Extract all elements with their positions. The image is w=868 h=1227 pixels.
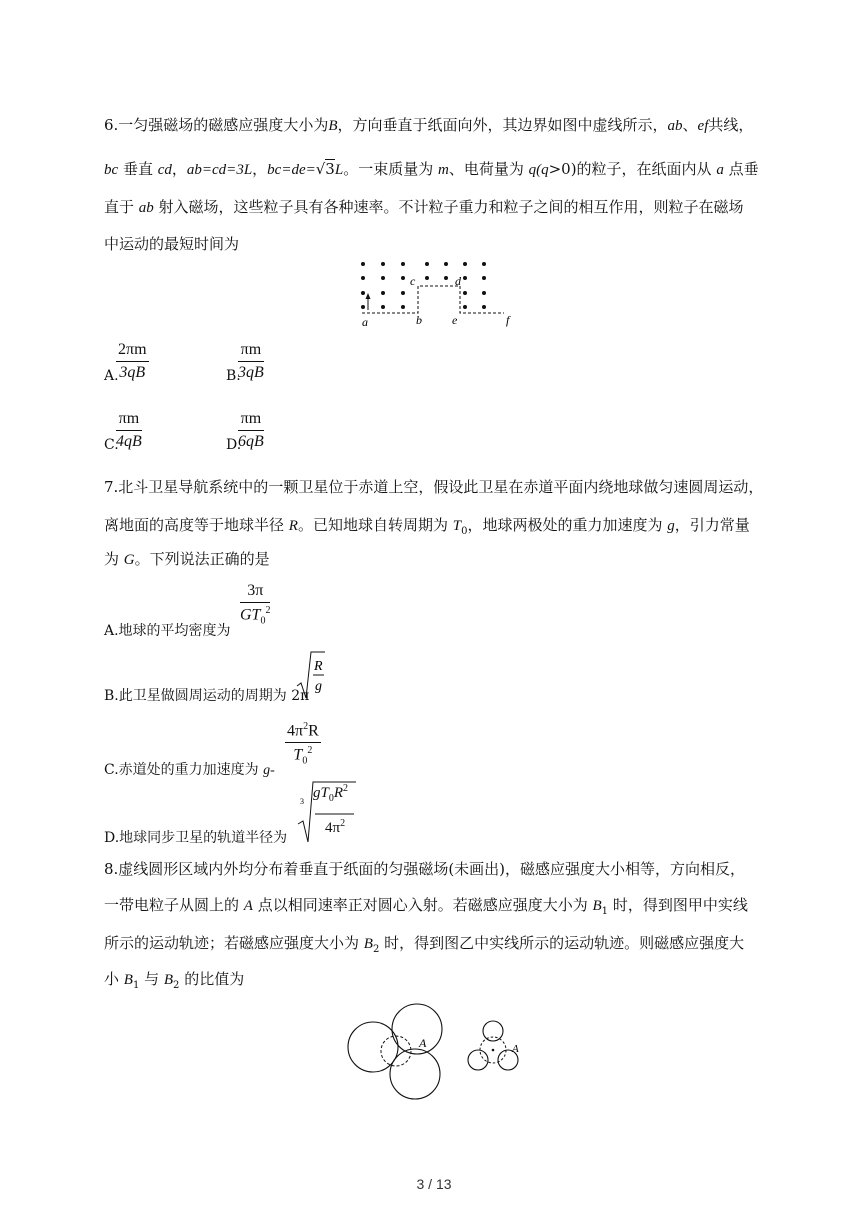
q6-magnetic-field-figure — [350, 258, 520, 330]
label-A: A — [512, 1043, 519, 1055]
q6-line-4 — [104, 233, 239, 254]
var-ab: ab — [138, 200, 154, 216]
trajectory-arc-bottom — [390, 1049, 440, 1099]
q7-B-sqrt — [296, 650, 326, 702]
page-number: 3 / 13 — [416, 1176, 452, 1192]
frac-den — [285, 743, 321, 767]
field-dot — [482, 262, 486, 266]
q8-text: 时，得到图乙中实线所示的运动轨迹。则磁感应强度大 — [379, 934, 745, 952]
field-dot — [482, 305, 486, 309]
var-g: g- — [263, 763, 275, 778]
q6-text: 直于 — [104, 198, 139, 216]
q8-figure-yi — [466, 1020, 526, 1076]
var-L: L — [334, 162, 344, 178]
q6-text: ，方向垂直于纸面向外，其边界如图中虚线所示， — [337, 116, 668, 134]
q6-text: 点垂 — [723, 160, 759, 178]
center-dot — [492, 1049, 495, 1052]
var-B: B — [123, 972, 133, 988]
q7-option-D[interactable]: D.地球同步卫星的轨道半径为 — [104, 830, 288, 846]
field-dot — [381, 291, 385, 295]
sqrt-sign: √ — [315, 160, 326, 178]
field-dot — [482, 291, 486, 295]
sup-2: 2 — [307, 745, 313, 757]
frac-num: πm — [238, 341, 264, 362]
q8-text: 一带电粒子从圆上的 — [104, 896, 244, 914]
q6-option-A-frac — [116, 341, 149, 382]
var-q: q(q — [528, 162, 549, 178]
q6-option-A-letter[interactable]: A. — [104, 368, 119, 384]
frac-num: πm — [116, 410, 142, 431]
q7-line-3 — [104, 548, 270, 569]
arrow-head — [366, 293, 371, 299]
q7-text: 。下列说法正确的是 — [134, 550, 270, 568]
den-GT: GT — [240, 606, 261, 624]
q6-text: ， — [171, 160, 187, 178]
frac-num: πm — [238, 410, 264, 431]
sub-2: 2 — [173, 980, 180, 991]
field-dot — [482, 276, 486, 280]
label-A: A — [419, 1036, 427, 1050]
label-c: c — [410, 274, 416, 288]
q7-text: 为 — [104, 550, 124, 568]
q6-text: 共线， — [708, 116, 754, 134]
field-dot — [381, 262, 385, 266]
frac-num: 2πm — [116, 341, 149, 362]
q8-text: 时，得到图甲中实线 — [608, 896, 748, 914]
var-m: m — [437, 162, 449, 178]
sqrt-3: 3 — [325, 160, 335, 178]
sub-1: 1 — [132, 980, 140, 991]
num-4pi: 4π — [287, 722, 304, 740]
q6-text: 、 — [682, 116, 698, 134]
q6-text: 垂直 — [118, 160, 158, 178]
var-bc: bc — [104, 162, 119, 178]
sub-0: 0 — [260, 615, 266, 627]
sqrt-den: g — [315, 679, 322, 694]
var-B: B — [363, 936, 373, 952]
label-e: e — [452, 313, 458, 327]
q8-figure-jia — [344, 1000, 448, 1106]
var-A: A — [243, 898, 253, 914]
q7-text: ，引力常量 — [674, 516, 750, 534]
q6-text: 射入磁场，这些粒子具有各种速率。不计粒子重力和粒子之间的相互作用，则粒子在磁场 — [153, 198, 744, 216]
field-dot — [444, 262, 448, 266]
field-dot — [361, 262, 365, 266]
var-bc-de: bc=de= — [267, 162, 316, 178]
sub-0: 0 — [302, 755, 308, 767]
q7-option-C-frac — [285, 721, 321, 767]
field-dot — [361, 276, 365, 280]
q6-option-B-letter[interactable]: B. — [226, 368, 241, 384]
var-g: g — [667, 518, 675, 534]
sub-1: 1 — [601, 906, 609, 917]
label-f: f — [506, 313, 510, 327]
q7-text: ，地球两极处的重力加速度为 — [467, 516, 668, 534]
field-dot — [444, 276, 448, 280]
field-dot — [361, 305, 365, 309]
q7-option-A-frac — [240, 582, 270, 627]
q8-text: 所示的运动轨迹；若磁感应强度大小为 — [104, 934, 364, 952]
q6-option-D-letter[interactable]: D. — [226, 437, 242, 453]
q6-text: ， — [252, 160, 268, 178]
field-dot — [401, 305, 405, 309]
q7-line-2 — [104, 514, 750, 537]
q8-line-2 — [104, 894, 748, 917]
q7-text: 离地面的高度等于地球半径 — [104, 516, 289, 534]
q6-text: 、电荷量为 — [448, 160, 529, 178]
var-cd: cd — [157, 162, 172, 178]
sup-2: 2 — [343, 783, 349, 794]
sup-2: 2 — [340, 818, 346, 829]
field-dot — [463, 262, 467, 266]
q6-option-C-letter[interactable]: C. — [104, 437, 119, 453]
frac-den: 3qB — [119, 364, 146, 381]
num-gT: gT — [313, 785, 329, 801]
q8-text: 的比值为 — [179, 970, 245, 988]
q6-option-B-frac — [238, 341, 264, 382]
q7-D-num — [313, 783, 348, 804]
field-dot — [463, 276, 467, 280]
var-3L: 3L — [236, 162, 253, 178]
frac-den: 4qB — [116, 433, 142, 450]
q7-option-A[interactable]: A.地球的平均密度为 — [104, 623, 231, 639]
field-dot — [361, 291, 365, 295]
q8-text: 点以相同速率正对圆心入射。若磁感应强度大小为 — [252, 896, 593, 914]
num-R: R — [333, 785, 344, 801]
q8-text: 小 — [104, 970, 124, 988]
frac-num — [285, 721, 321, 743]
trajectory-arc-top — [392, 1004, 442, 1054]
field-dot — [401, 262, 405, 266]
q6-line-2 — [104, 158, 759, 179]
frac-num: 3π — [240, 582, 270, 603]
field-dot — [463, 291, 467, 295]
var-ef: ef — [697, 118, 709, 134]
field-dot — [425, 276, 429, 280]
field-dot — [381, 276, 385, 280]
den-4pi: 4π — [325, 820, 341, 836]
sub-0: 0 — [461, 526, 468, 537]
sqrt-num: R — [314, 659, 323, 674]
frac-den: 6qB — [238, 433, 264, 450]
q7-text: 。已知地球自转周期为 — [297, 516, 453, 534]
q7-line-1 — [104, 476, 763, 497]
q6-text: 。一束质量为 — [343, 160, 438, 178]
field-dot — [463, 305, 467, 309]
q7-option-C[interactable] — [104, 759, 275, 779]
q8-line-4 — [104, 968, 244, 991]
q6-option-D-frac — [238, 410, 264, 451]
label-a: a — [362, 315, 368, 329]
sub-0: 0 — [328, 793, 334, 804]
q7-text: 7.北斗卫星导航系统中的一颗卫星位于赤道上空，假设此卫星在赤道平面内绕地球做匀速圆周运动， — [104, 478, 764, 496]
q7-D-den — [325, 818, 345, 837]
q8-line-1 — [104, 858, 745, 879]
var-ab-cd: ab=cd= — [186, 162, 237, 178]
q6-text: 6.一匀强磁场的磁感应强度大小为 — [104, 116, 329, 134]
label-d: d — [455, 274, 461, 288]
q6-text: >0)的粒子，在纸面内从 — [548, 160, 717, 178]
field-dot — [381, 305, 385, 309]
sub-2: 2 — [372, 944, 380, 955]
var-B: B — [592, 898, 602, 914]
field-dot — [401, 276, 405, 280]
q6-line-1 — [104, 114, 753, 135]
sup-2: 2 — [265, 605, 271, 616]
sup-2: 2 — [303, 721, 309, 732]
var-G: G — [123, 552, 135, 568]
var-B: B — [163, 972, 174, 988]
var-R: R — [288, 518, 298, 534]
label-b: b — [416, 313, 422, 327]
num-R: R — [308, 722, 319, 740]
q8-text: 8.虚线圆形区域内外均分布着垂直于纸面的匀强磁场(未画出)，磁感应强度大小相等，方向相反， — [104, 860, 746, 878]
frac-den — [240, 603, 270, 627]
var-a: a — [716, 162, 724, 178]
trajectory-loop-top — [483, 1021, 503, 1041]
den-T: T — [293, 746, 303, 764]
frac-den: 3qB — [238, 364, 264, 381]
q7-option-B[interactable]: B.此卫星做圆周运动的周期为 2π — [104, 688, 310, 704]
trajectory-arc-left — [348, 1022, 398, 1072]
q6-text: 中运动的最短时间为 — [104, 235, 240, 253]
option-text: C.赤道处的重力加速度为 — [104, 762, 264, 778]
q6-line-3 — [104, 196, 744, 217]
q6-option-C-frac — [116, 410, 142, 451]
var-ab: ab — [667, 118, 683, 134]
q8-line-3 — [104, 932, 744, 955]
var-B: B — [328, 118, 338, 134]
root-index: 3 — [300, 797, 304, 806]
q8-text: 与 — [139, 970, 164, 988]
field-dot — [425, 262, 429, 266]
field-dot — [401, 291, 405, 295]
var-T: T — [452, 518, 462, 534]
